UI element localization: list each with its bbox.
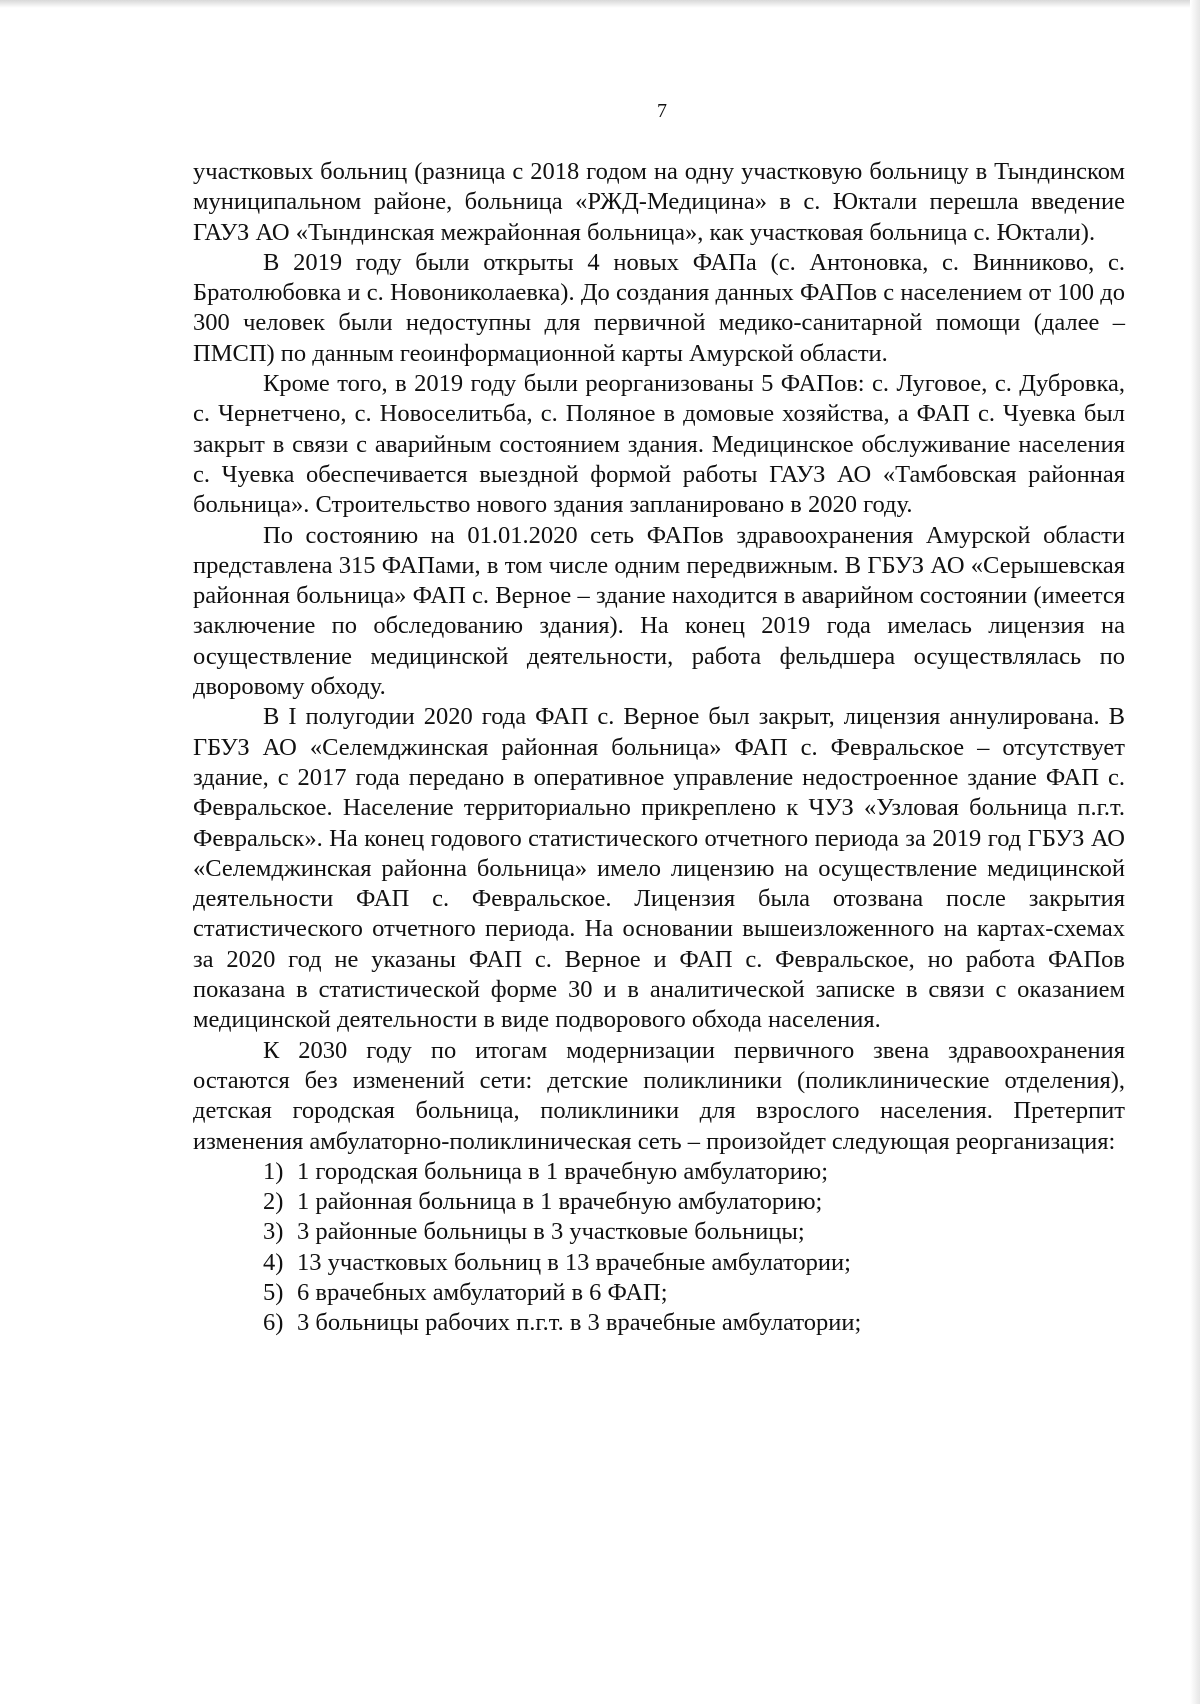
list-item-text: 6 врачебных амбулаторий в 6 ФАП; xyxy=(297,1278,668,1306)
list-item-number: 1) xyxy=(263,1157,284,1185)
paragraph-1: участковых больниц (разница с 2018 годом на одну участковую больницу в Тындинском муниципальном районе, больница «РЖД-Медицина» в с. Юктали перешла введение ГАУЗ АО «Тындинская межрайонная больница», как участковая больница с. Юктали). xyxy=(193,158,1125,246)
list-item xyxy=(193,1248,1125,1278)
paragraph-2: В 2019 году были открыты 4 новых ФАПа (с. Антоновка, с. Винниково, с. Братолюбовка и с. Новониколаевка). До создания данных ФАПов с населением от 100 до 300 человек были недоступны для первичной медико-санитарной помощи (далее – ПМСП) по данным геоинформационной карты Амурской области. xyxy=(193,248,1125,367)
list-item xyxy=(193,1187,1125,1217)
list-item-text: 3 больницы рабочих п.г.т. в 3 врачебные амбулатории; xyxy=(297,1309,862,1337)
list-item-text: 3 районные больницы в 3 участковые больницы; xyxy=(297,1218,805,1246)
paragraph-3: Кроме того, в 2019 году были реорганизованы 5 ФАПов: с. Луговое, с. Дубровка, с. Чернетчено, с. Новоселитьба, с. Поляное в домовые хозяйства, а ФАП с. Чуевка был закрыт в связи с аварийным состоянием здания. Медицинское обслуживание населения с. Чуевка обеспечивается выездной формой работы ГАУЗ АО «Тамбовская районная больница». Строительство нового здания запланировано в 2020 году. xyxy=(193,370,1125,519)
list-item xyxy=(193,1308,1125,1338)
list-item-number: 2) xyxy=(263,1188,284,1216)
list-item xyxy=(193,1217,1125,1247)
document-body xyxy=(193,157,1125,1339)
list-item-text: 13 участковых больниц в 13 врачебные амбулатории; xyxy=(297,1248,851,1276)
list-item-number: 4) xyxy=(263,1248,284,1276)
scan-edge-right xyxy=(1190,0,1200,1704)
paragraph-4: По состоянию на 01.01.2020 сеть ФАПов здравоохранения Амурской области представлена 315 ФАПами, в том числе одним передвижным. В ГБУЗ АО «Серышевская районная больница» ФАП с. Верное – здание находится в аварийном состоянии (имеется заключение по обследованию здания). На конец 2019 года имелась лицензия на осуществление медицинской деятельности, работа фельдшера осуществлялась по дворовому обходу. xyxy=(193,521,1125,701)
list-item xyxy=(193,1157,1125,1187)
reorganization-list xyxy=(193,1157,1125,1339)
list-item-number: 6) xyxy=(263,1309,284,1337)
paragraph-6: К 2030 году по итогам модернизации первичного звена здравоохранения остаются без изменений сети: детские поликлиники (поликлинические отделения), детская городская больница, поликлиники для взрослого населения. Претерпит изменения амбулаторно-поликлиническая сеть – произойдет следующая реорганизация: xyxy=(193,1036,1125,1155)
page-number: 7 xyxy=(657,100,667,122)
list-item-text: 1 районная больница в 1 врачебную амбулаторию; xyxy=(297,1188,823,1216)
scan-edge-top xyxy=(0,0,1200,8)
list-item-text: 1 городская больница в 1 врачебную амбулаторию; xyxy=(297,1157,829,1185)
list-item-number: 5) xyxy=(263,1278,284,1306)
list-item xyxy=(193,1278,1125,1308)
paragraph-5: В I полугодии 2020 года ФАП с. Верное был закрыт, лицензия аннулирована. В ГБУЗ АО «Селемджинская районная больница» ФАП с. Февральское – отсутствует здание, с 2017 года передано в оперативное управление недостроенное здание ФАП с. Февральское. Население территориально прикреплено к ЧУЗ «Узловая больница п.г.т. Февральск». На конец годового статистического отчетного периода за 2019 год ГБУЗ АО «Селемджинская районна больница» имело лицензию на осуществление медицинской деятельности ФАП с. Февральское. Лицензия была отозвана после закрытия статистического отчетного периода. На основании вышеизложенного на картах-схемах за 2020 год не указаны ФАП с. Верное и ФАП с. Февральское, но работа ФАПов показана в статистической форме 30 и в аналитической записке в связи с оказанием медицинской деятельности в виде подворового обхода населения. xyxy=(193,703,1125,1034)
list-item-number: 3) xyxy=(263,1218,284,1246)
